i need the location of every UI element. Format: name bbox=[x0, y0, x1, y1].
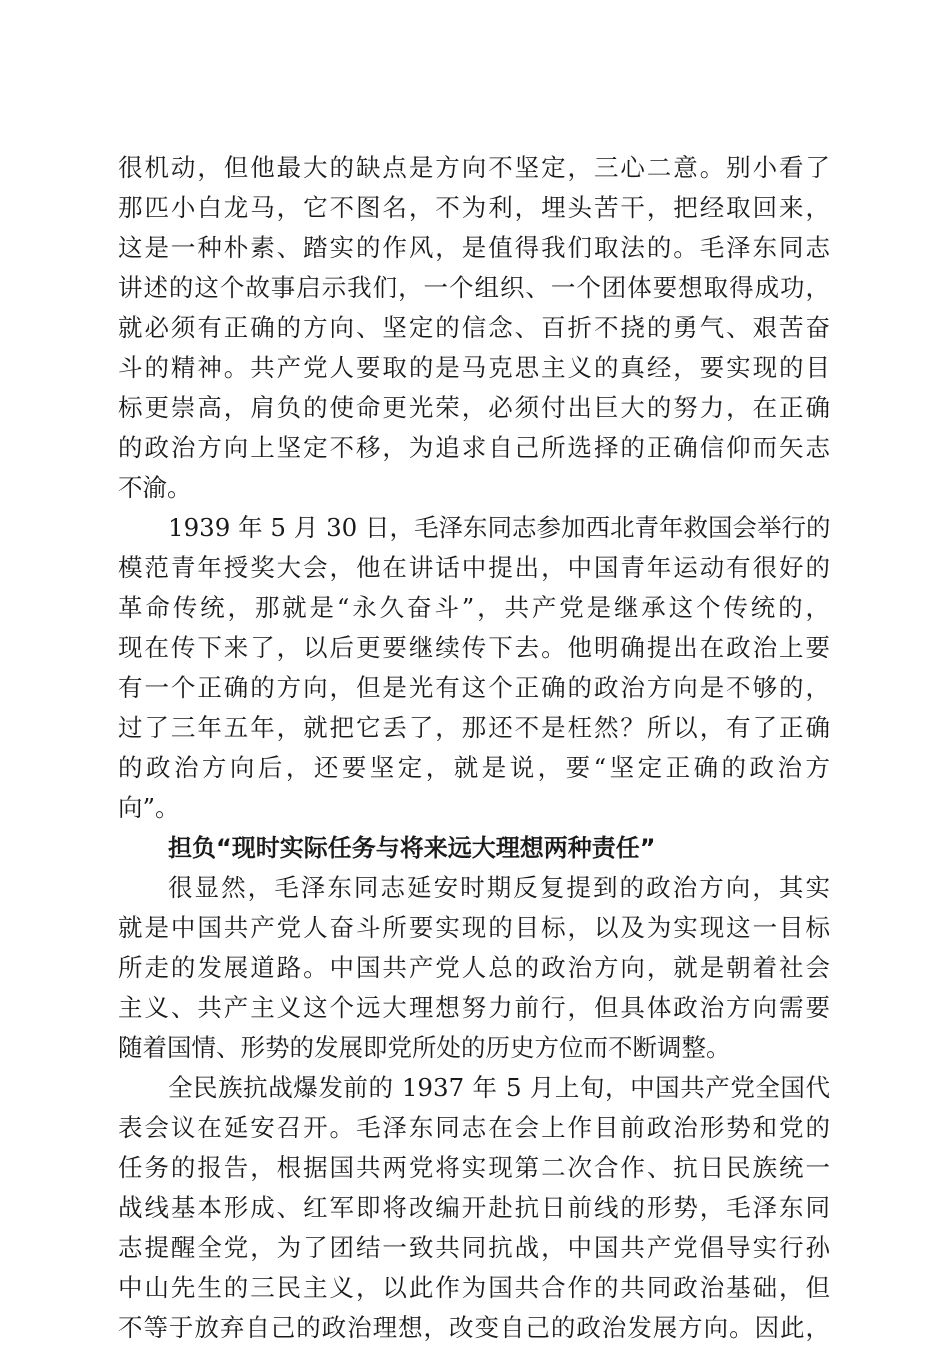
text-line: 模范青年授奖大会，他在讲话中提出，中国青年运动有很好的 bbox=[118, 553, 830, 582]
text-line: 不等于放弃自己的政治理想，改变自己的政治发展方向。因此， bbox=[118, 1313, 830, 1342]
text-line: 革命传统，那就是“永久奋斗”，共产党是继承这个传统的， bbox=[118, 593, 830, 622]
text-line: 有一个正确的方向，但是光有这个正确的政治方向是不够的， bbox=[118, 673, 830, 702]
text-line: 全民族抗战爆发前的 1937 年 5 月上旬，中国共产党全国代 bbox=[168, 1073, 830, 1102]
text-line: 任务的报告，根据国共两党将实现第二次合作、抗日民族统一 bbox=[118, 1153, 830, 1182]
text-line: 就是中国共产党人奋斗所要实现的目标，以及为实现这一目标 bbox=[118, 913, 830, 942]
section-heading: 担负“现时实际任务与将来远大理想两种责任” bbox=[168, 834, 656, 862]
text-line: 的政治方向上坚定不移，为追求自己所选择的正确信仰而矢志 bbox=[118, 433, 830, 462]
text-line: 所走的发展道路。中国共产党人总的政治方向，就是朝着社会 bbox=[118, 953, 830, 982]
text-line: 向”。 bbox=[118, 793, 180, 822]
text-line: 标更崇高，肩负的使命更光荣，必须付出巨大的努力，在正确 bbox=[118, 393, 830, 422]
text-line: 表会议在延安召开。毛泽东同志在会上作目前政治形势和党的 bbox=[118, 1113, 830, 1142]
text-line: 随着国情、形势的发展即党所处的历史方位而不断调整。 bbox=[118, 1033, 731, 1062]
text-line: 过了三年五年，就把它丢了，那还不是枉然？所以，有了正确 bbox=[118, 713, 830, 742]
body-text bbox=[118, 148, 830, 1348]
paragraph-1 bbox=[118, 148, 830, 508]
text-line: 斗的精神。共产党人要取的是马克思主义的真经，要实现的目 bbox=[118, 353, 830, 382]
text-line: 不渝。 bbox=[118, 473, 192, 502]
text-line: 很机动，但他最大的缺点是方向不坚定，三心二意。别小看了 bbox=[118, 153, 830, 182]
text-line: 那匹小白龙马，它不图名，不为利，埋头苦干，把经取回来， bbox=[118, 193, 830, 222]
text-line: 战线基本形成、红军即将改编开赴抗日前线的形势，毛泽东同 bbox=[118, 1193, 830, 1222]
paragraph-3 bbox=[118, 868, 830, 1068]
text-line: 现在传下来了，以后更要继续传下去。他明确提出在政治上要 bbox=[118, 633, 830, 662]
text-line: 中山先生的三民主义，以此作为国共合作的共同政治基础，但 bbox=[118, 1273, 830, 1302]
text-line: 的政治方向后，还要坚定，就是说，要“坚定正确的政治方 bbox=[118, 753, 830, 782]
text-line: 主义、共产主义这个远大理想努力前行，但具体政治方向需要 bbox=[118, 993, 830, 1022]
text-line: 1939 年 5 月 30 日，毛泽东同志参加西北青年救国会举行的 bbox=[168, 513, 831, 542]
text-line: 很显然，毛泽东同志延安时期反复提到的政治方向，其实 bbox=[168, 873, 830, 902]
paragraph-2 bbox=[118, 508, 830, 828]
text-line: 就必须有正确的方向、坚定的信念、百折不挠的勇气、艰苦奋 bbox=[118, 313, 830, 342]
text-line: 这是一种朴素、踏实的作风，是值得我们取法的。毛泽东同志 bbox=[118, 233, 830, 262]
text-line: 讲述的这个故事启示我们，一个组织、一个团体要想取得成功， bbox=[118, 273, 830, 302]
text-line: 志提醒全党，为了团结一致共同抗战，中国共产党倡导实行孙 bbox=[118, 1233, 830, 1262]
paragraph-4 bbox=[118, 1068, 830, 1348]
